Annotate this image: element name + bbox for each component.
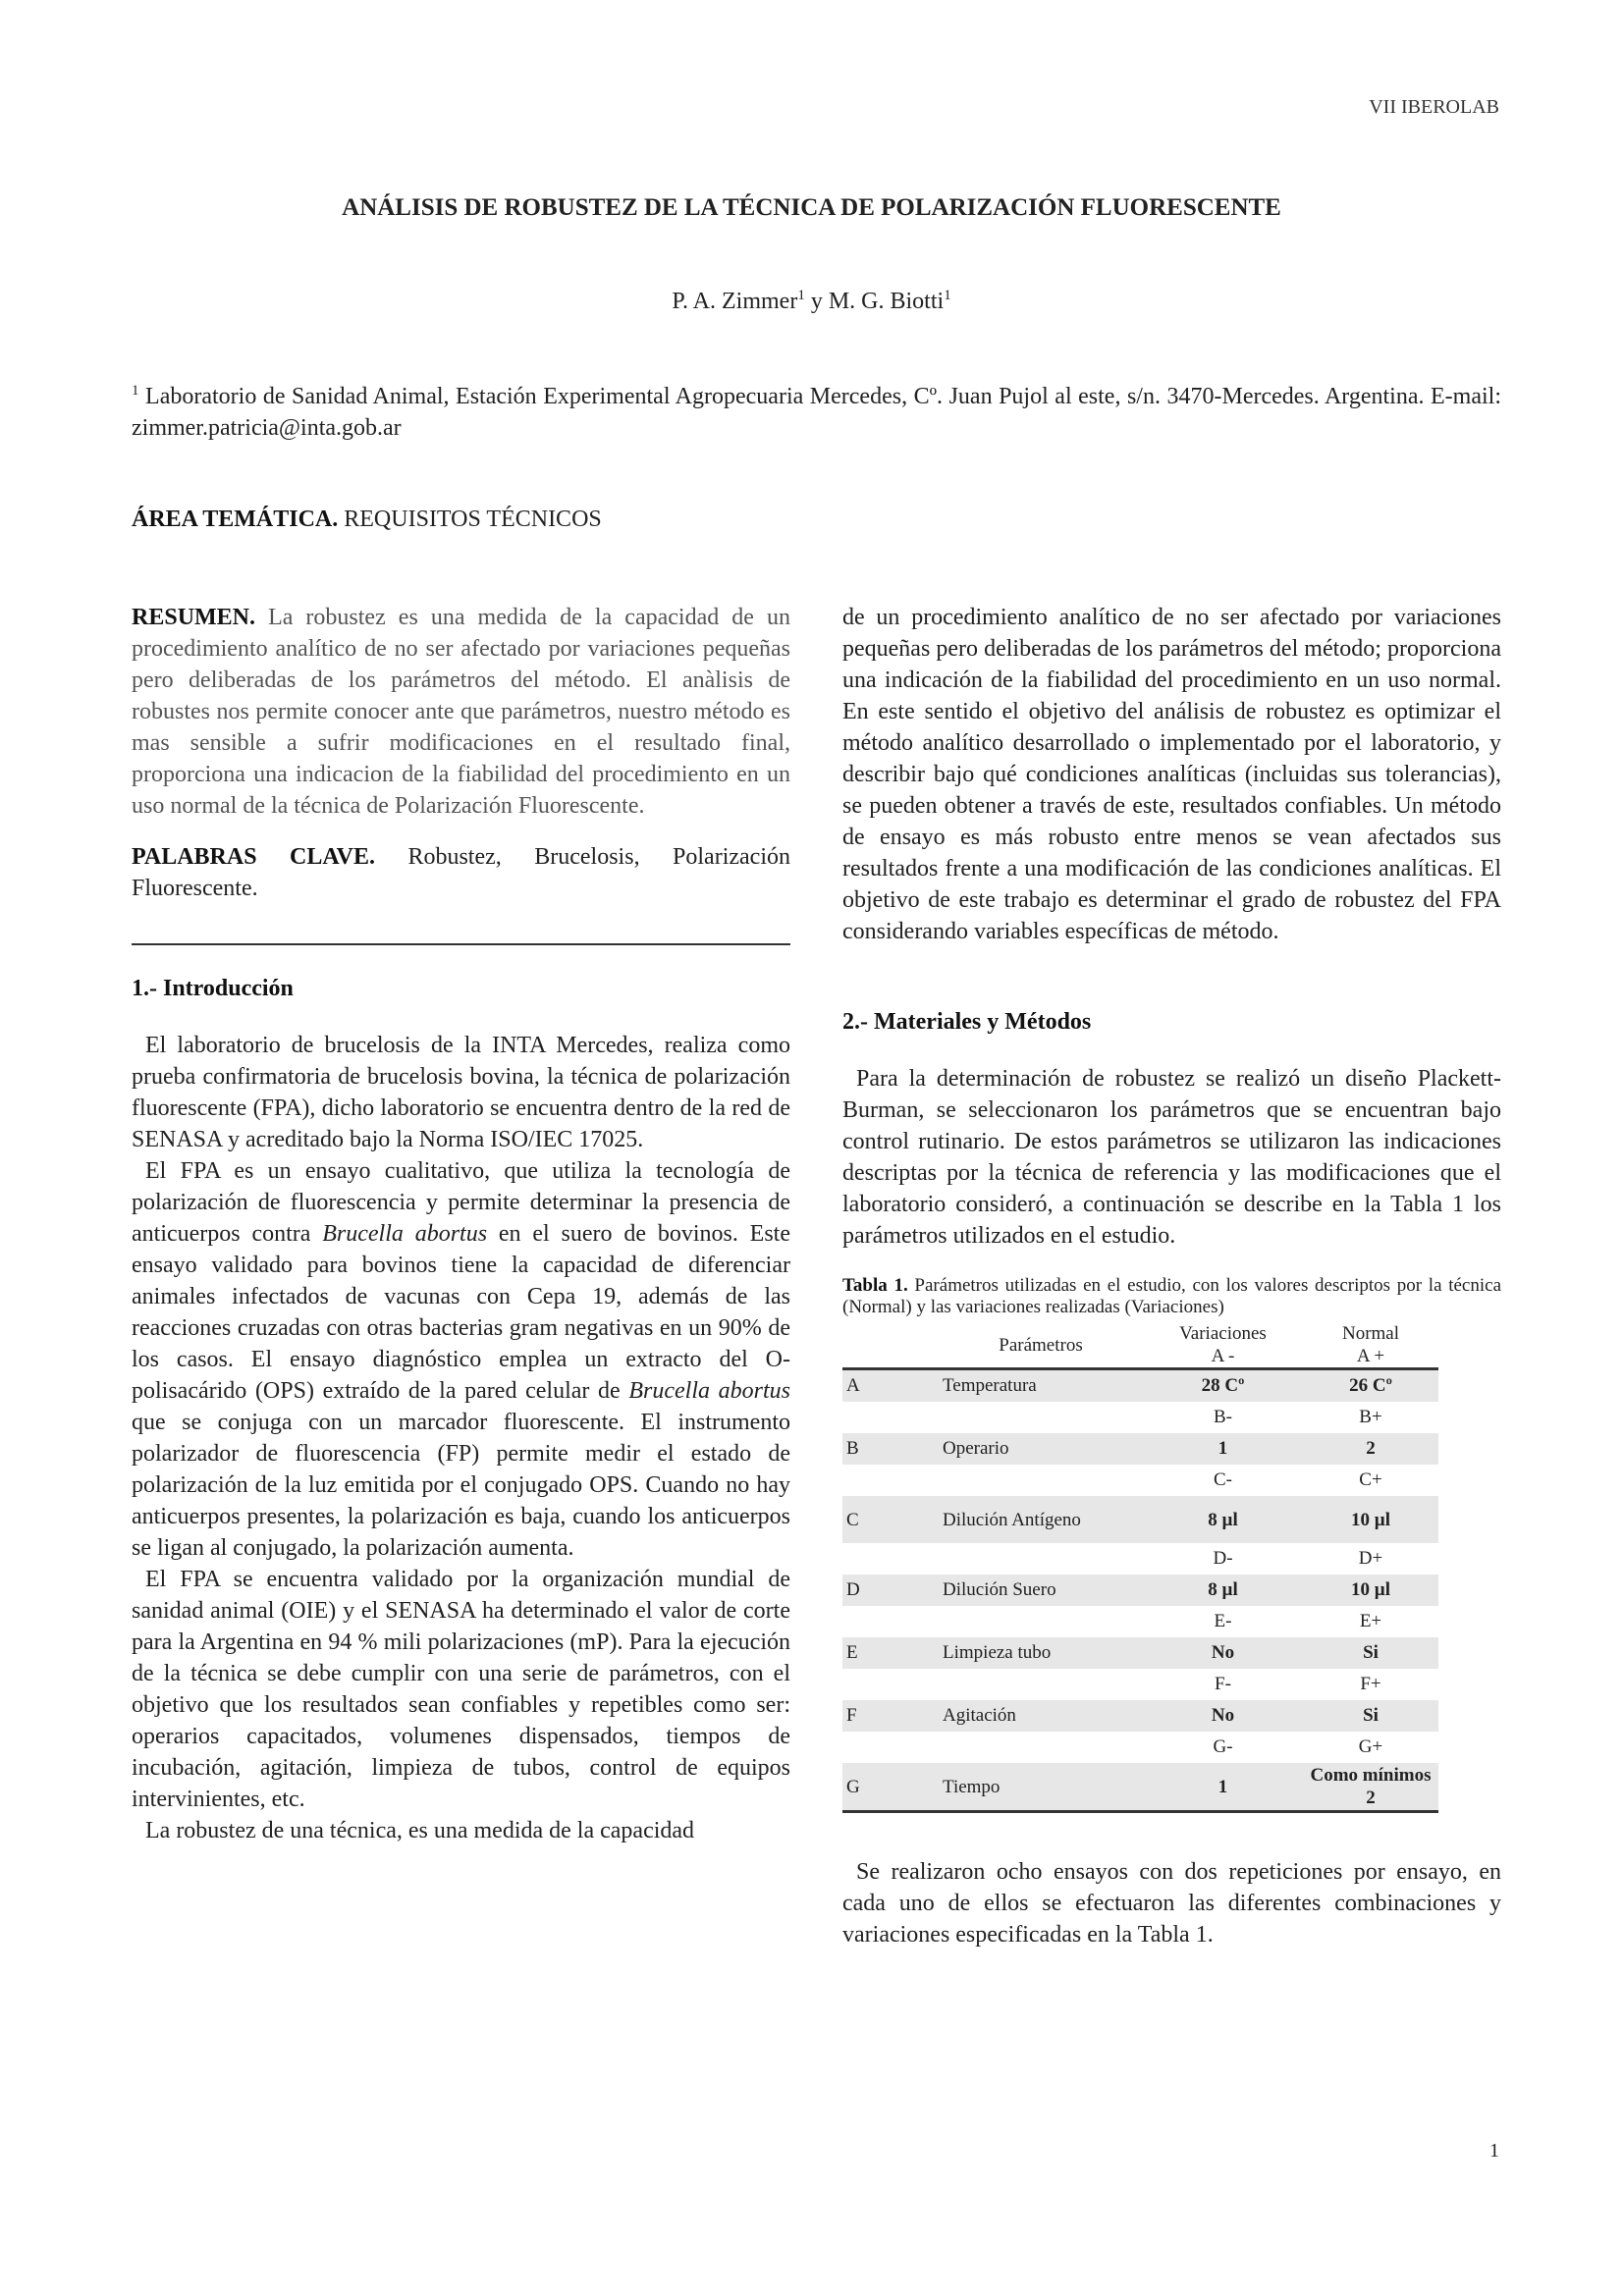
paper-title: ANÁLISIS DE ROBUSTEZ DE LA TÉCNICA DE POLARIZACIÓN FLUORESCENTE	[342, 194, 1281, 221]
param-name: Agitación	[939, 1700, 1143, 1732]
variation-value: 8 µl	[1143, 1575, 1303, 1606]
variation-code: C-	[1214, 1469, 1232, 1490]
intro-paragraph-1: El laboratorio de brucelosis de la INTA Mercedes, realiza como prueba confirmatoria de brucelosis bovina, la técnica de polarización fluorescente (FPA), dicho laboratorio se encuentra dentro de la red de SENASA y acreditado bajo la Norma ISO/IEC 17025.	[132, 1033, 790, 1152]
affiliation	[132, 381, 1501, 444]
affiliation-mark: 1	[132, 383, 139, 399]
header-variaciones: Variaciones A -	[1143, 1322, 1303, 1369]
author-separator: y	[804, 289, 829, 314]
normal-code: F+	[1360, 1674, 1381, 1694]
variation-value: 1	[1143, 1433, 1303, 1465]
normal-code: C+	[1359, 1469, 1382, 1490]
thematic-area-value: REQUISITOS TÉCNICOS	[338, 507, 602, 532]
abstract-text: La robustez es una medida de la capacidad de un procedimiento analítico de no ser afectado por variaciones pequeñas pero deliberadas de los parámetros del método. El anàlisis de robustes nos permite conocer ante que parámetros, nuestro método es mas sensible a sufrir modificaciones en el resultado final, proporciona una indicacion de la fiabilidad del procedimiento en un uso normal de la técnica de Polarización Fluorescente.	[132, 605, 790, 819]
intro-paragraph-2: El FPA es un ensayo cualitativo, que utiliza la tecnología de polarización de fluorescencia y permite determinar la presencia de anticuerpos contra Brucella abortus en el suero de bovinos. Este ensayo validado para bovinos tiene la capacidad de diferenciar animales infectados de vacunas con Cepa 19, además de las reacciones cruzadas con otras bacterias gram negativas en un 90% de los casos. El ensayo diagnóstico emplea un extracto del O-polisacárido (OPS) extraído de la pared celular de Brucella abortus que se conjuga con un marcador fluorescente. El instrumento polarizador de fluorescencia (FP) permite medir el estado de polarización de la luz emitida por el conjugado OPS. Cuando no hay anticuerpos presentes, la polarización es baja, cuando los anticuerpos se ligan al conjugado, la polarización aumenta.	[132, 1158, 790, 1561]
normal-code: G+	[1358, 1736, 1383, 1757]
normal-value: 10 µl	[1303, 1496, 1438, 1543]
left-column	[132, 602, 790, 1846]
table-row	[842, 1669, 1438, 1700]
param-name: Limpieza tubo	[939, 1637, 1143, 1669]
keywords-label: PALABRAS CLAVE.	[132, 844, 375, 870]
variation-code: F-	[1215, 1674, 1231, 1694]
param-name: Tiempo	[939, 1763, 1143, 1812]
param-letter: G	[842, 1763, 939, 1812]
thematic-area	[132, 507, 602, 533]
table-row	[842, 1496, 1438, 1543]
param-letter: D	[842, 1575, 939, 1606]
table-caption-text: Parámetros utilizadas en el estudio, con los valores descriptos por la técnica (Normal) y las variaciones realizadas (Variaciones)	[842, 1275, 1502, 1317]
normal-code: B+	[1359, 1407, 1382, 1427]
methods-heading: 2.- Materiales y Métodos	[842, 1009, 1092, 1035]
variation-code: E-	[1214, 1611, 1232, 1631]
table-row	[842, 1763, 1438, 1812]
methods-paragraph: Para la determinación de robustez se realizó un diseño Plackett-Burman, se seleccionaron los parámetros que se encuentran bajo control rutinario. De estos parámetros se utilizaron las indicaciones descriptas por la técnica de referencia y las modificaciones que el laboratorio consideró, a continuación se describe en la Tabla 1 los parámetros utilizados en el estudio.	[842, 1066, 1501, 1249]
variation-value: No	[1143, 1700, 1303, 1732]
table-row	[842, 1543, 1438, 1575]
normal-value: 26 Cº	[1303, 1369, 1438, 1403]
normal-code: D+	[1358, 1548, 1383, 1569]
thematic-area-label: ÁREA TEMÁTICA.	[132, 507, 339, 532]
author-1: P. A. Zimmer	[672, 289, 798, 314]
page-number: 1	[1489, 2140, 1499, 2162]
keywords-text: Robustez, Brucelosis, Polarización Fluorescente.	[132, 844, 790, 901]
param-letter: C	[842, 1496, 939, 1543]
author-2-affil-mark: 1	[944, 288, 951, 303]
param-letter: E	[842, 1637, 939, 1669]
intro-paragraph-3: El FPA se encuentra validado por la organización mundial de sanidad animal (OIE) y el SENASA ha determinado el valor de corte para la Argentina en 94 % mili polarizaciones (mP). Para la ejecución de la técnica se debe cumplir con una serie de parámetros, con el objetivo que los resultados sean confiables y repetibles como ser: operarios capacitados, volumenes dispensados, tiempos de incubación, agitación, limpieza de tubos, control de equipos intervinientes, etc.	[132, 1567, 790, 1812]
table-row	[842, 1575, 1438, 1606]
normal-value: 2	[1303, 1433, 1438, 1465]
param-letter: A	[842, 1369, 939, 1403]
variation-value: 28 Cº	[1143, 1369, 1303, 1403]
normal-value: 10 µl	[1303, 1575, 1438, 1606]
normal-value: Si	[1303, 1700, 1438, 1732]
table-row	[842, 1433, 1438, 1465]
header-normal: Normal A +	[1303, 1322, 1438, 1369]
species-name: Brucella abortus	[628, 1378, 790, 1404]
intro-continuation: de un procedimiento analítico de no ser afectado por variaciones pequeñas pero deliberadas de los parámetros del método; proporciona una indicación de la fiabilidad del procedimiento en un uso normal. En este sentido el objetivo del análisis de robustez es optimizar el método analítico desarrollado o implementado por el laboratorio, y describir bajo qué condiciones analíticas (incluidas sus tolerancias), se pueden obtener a través de este, resultados confiables. Un método de ensayo es más robusto entre menos se vean afectados sus resultados frente a una modificación de las condiciones analíticas. El objetivo de este trabajo es determinar el grado de robustez del FPA considerando variables específicas de método.	[842, 605, 1501, 944]
table-row	[842, 1637, 1438, 1669]
intro-paragraph-4: La robustez de una técnica, es una medida de la capacidad	[145, 1818, 695, 1843]
param-name: Temperatura	[939, 1369, 1143, 1403]
param-letter: B	[842, 1433, 939, 1465]
header-parametros: Parámetros	[939, 1322, 1143, 1369]
variation-code: B-	[1214, 1407, 1232, 1427]
table-row	[842, 1402, 1438, 1433]
table-row	[842, 1369, 1438, 1403]
abstract-label: RESUMEN.	[132, 605, 256, 630]
table-header-row	[842, 1322, 1438, 1369]
normal-value: Si	[1303, 1637, 1438, 1669]
table-row	[842, 1465, 1438, 1496]
table-caption	[842, 1275, 1501, 1318]
header-normal-sub: A +	[1356, 1346, 1385, 1366]
author-2: M. G. Biotti	[828, 289, 945, 314]
intro-heading: 1.- Introducción	[132, 976, 294, 1001]
table-row	[842, 1700, 1438, 1732]
author-1-affil-mark: 1	[797, 288, 805, 303]
param-name: Dilución Suero	[939, 1575, 1143, 1606]
abstract	[132, 602, 790, 822]
normal-code: E+	[1359, 1611, 1382, 1631]
variation-value: No	[1143, 1637, 1303, 1669]
table-caption-label: Tabla 1.	[842, 1275, 908, 1296]
param-name: Dilución Antígeno	[939, 1496, 1143, 1543]
running-header: VII IBEROLAB	[1369, 96, 1499, 118]
keywords	[132, 841, 790, 904]
variation-value: 8 µl	[1143, 1496, 1303, 1543]
variation-code: D-	[1213, 1548, 1233, 1569]
authors	[0, 289, 1623, 315]
section-divider	[132, 943, 790, 945]
methods-paragraph-2: Se realizaron ocho ensayos con dos repeticiones por ensayo, en cada uno de ellos se efectuaron las diferentes combinaciones y variaciones especificadas en la Tabla 1.	[842, 1859, 1501, 1948]
variation-value: 1	[1143, 1763, 1303, 1812]
normal-value: Como mínimos 2	[1303, 1763, 1438, 1812]
table-row	[842, 1606, 1438, 1637]
header-variaciones-sub: A -	[1211, 1346, 1235, 1366]
species-name: Brucella abortus	[322, 1221, 488, 1247]
right-column	[842, 602, 1501, 1950]
affiliation-text: Laboratorio de Sanidad Animal, Estación Experimental Agropecuaria Mercedes, Cº. Juan Pujol al este, s/n. 3470-Mercedes. Argentina. E-mail: zimmer.patricia@inta.gob.ar	[132, 384, 1502, 441]
parameters-table	[842, 1322, 1438, 1813]
table-row	[842, 1732, 1438, 1763]
variation-code: G-	[1213, 1736, 1233, 1757]
param-name: Operario	[939, 1433, 1143, 1465]
param-letter: F	[842, 1700, 939, 1732]
